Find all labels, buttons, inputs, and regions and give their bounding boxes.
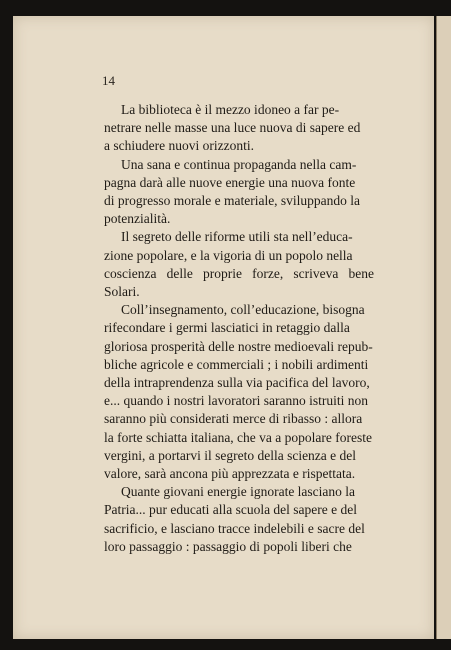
- paragraph-biblioteca: La biblioteca è il mezzo idoneo a far pe- netrare nelle masse una luce nuova di sapere ed a schiudere nuovi orizzonti.: [104, 102, 361, 154]
- paragraph-riforme: Il segreto delle riforme utili sta nell’educa- zione popolare, e la vigoria di un popolo nella coscienza delle proprie forze, scriveva bene Solari.: [104, 229, 374, 300]
- next-page-edge: [436, 16, 451, 639]
- paragraph-insegnamento: Coll’insegnamento, coll’educazione, bisogna rifecondare i germi lasciatici in retaggio dalla gloriosa prosperità delle nostre medioevali repub- bliche agricole e commerciali ; i nobili ardimenti della intraprendenza sulla via pacifica del lavoro, e... quando i nostri lavoratori saranno istruiti non saranno più considerati merce di ribasso : allora la forte schiatta italiana, che va a popolare foreste vergini, a portarvi il segreto della scienza e del valore, sarà ancona più apprezzata e rispettata.: [104, 302, 373, 482]
- paragraph-giovani-energie: Quante giovani energie ignorate lasciano la Patria... pur educati alla scuola del sapere e del sacrificio, e lasciano tracce indelebili e sacre del loro passaggio : passaggio di popoli liberi che: [104, 484, 365, 554]
- body-text: [104, 101, 374, 556]
- paragraph-propaganda: Una sana e continua propaganda nella cam- pagna darà alle nuove energie una nuova fonte di progresso morale e materiale, sviluppando la potenzialità.: [104, 156, 361, 227]
- page-number: 14: [102, 73, 115, 88]
